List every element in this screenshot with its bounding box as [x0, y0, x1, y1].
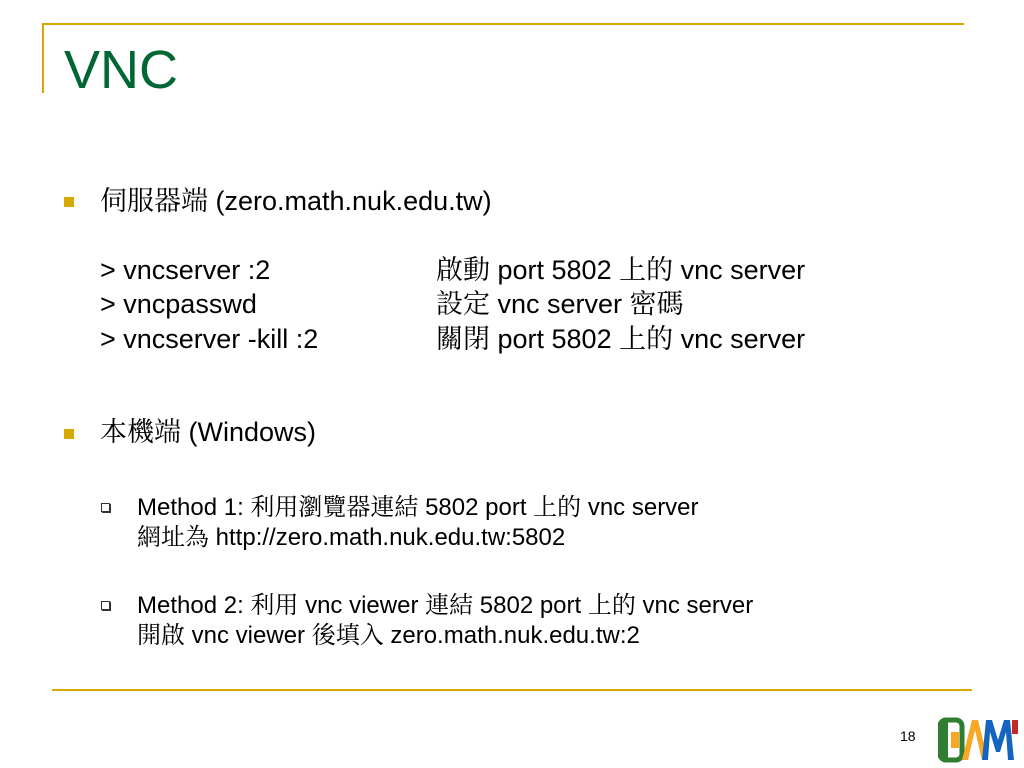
desc-cjk: 設定 — [436, 289, 490, 320]
command-line-1 — [100, 253, 270, 287]
method2-line2 — [137, 620, 640, 651]
method-cjk: 利用瀏覽器連結 — [250, 493, 419, 521]
sub-bullet — [101, 503, 110, 512]
server-address: zero.math.nuk.edu.tw:2 — [383, 622, 640, 649]
bullet-square — [64, 429, 74, 439]
client-heading-os: (Windows) — [181, 417, 317, 447]
desc-cjk: 上的 — [619, 255, 674, 286]
method-cjk: 開啟 — [137, 621, 185, 649]
client-heading — [100, 415, 316, 450]
bullet-square — [64, 197, 74, 207]
desc-text: vnc server — [490, 289, 630, 319]
logo-a-block — [951, 732, 959, 748]
method-cjk: 上的 — [533, 493, 582, 521]
command-text: > vncserver -kill :2 — [100, 324, 319, 354]
method-cjk: 後填入 — [311, 621, 384, 649]
command-desc-1 — [436, 253, 805, 288]
sub-bullet — [101, 601, 110, 610]
left-accent-line — [42, 23, 44, 93]
command-desc-3 — [436, 322, 805, 357]
logo-accent — [1012, 720, 1018, 734]
dam-logo — [938, 714, 1018, 764]
logo-m-shape — [982, 720, 1014, 760]
method1-line2 — [137, 522, 565, 553]
method-text: vnc server — [635, 592, 754, 619]
bottom-divider — [52, 689, 972, 691]
server-heading-cjk: 伺服器端 — [100, 186, 208, 217]
command-text: > vncpasswd — [100, 289, 257, 319]
desc-cjk: 關閉 — [436, 324, 490, 355]
desc-text: vnc server — [673, 255, 806, 285]
method1-line1 — [137, 492, 699, 523]
server-heading-host: (zero.math.nuk.edu.tw) — [208, 186, 492, 216]
method-cjk: 連結 — [425, 591, 474, 619]
desc-text: port 5802 — [490, 255, 620, 285]
desc-cjk: 啟動 — [436, 255, 490, 286]
method2-line1 — [137, 590, 753, 621]
command-desc-2 — [436, 287, 684, 322]
method-text: vnc viewer — [185, 622, 312, 649]
slide-title: VNC — [64, 40, 179, 100]
desc-text: vnc server — [673, 324, 806, 354]
command-text: > vncserver :2 — [100, 255, 271, 285]
top-divider — [42, 23, 964, 25]
client-heading-cjk: 本機端 — [100, 417, 181, 448]
method-text: 5802 port — [473, 592, 588, 619]
desc-cjk: 密碼 — [629, 289, 684, 320]
server-heading — [100, 184, 492, 219]
command-line-2 — [100, 287, 257, 321]
desc-cjk: 上的 — [619, 324, 674, 355]
logo-d-stem — [942, 720, 948, 760]
method-text: vnc viewer — [298, 592, 426, 619]
page-number: 18 — [900, 728, 916, 744]
desc-text: port 5802 — [490, 324, 620, 354]
command-line-3 — [100, 322, 318, 356]
method-cjk: 上的 — [587, 591, 636, 619]
method-cjk: 網址為 — [137, 523, 209, 551]
server-url: http://zero.math.nuk.edu.tw:5802 — [209, 524, 566, 551]
method-label: Method 1: — [137, 494, 251, 521]
method-cjk: 利用 — [250, 591, 299, 619]
method-text: 5802 port — [418, 494, 534, 521]
method-text: vnc server — [581, 494, 699, 521]
method-label: Method 2: — [137, 592, 251, 619]
